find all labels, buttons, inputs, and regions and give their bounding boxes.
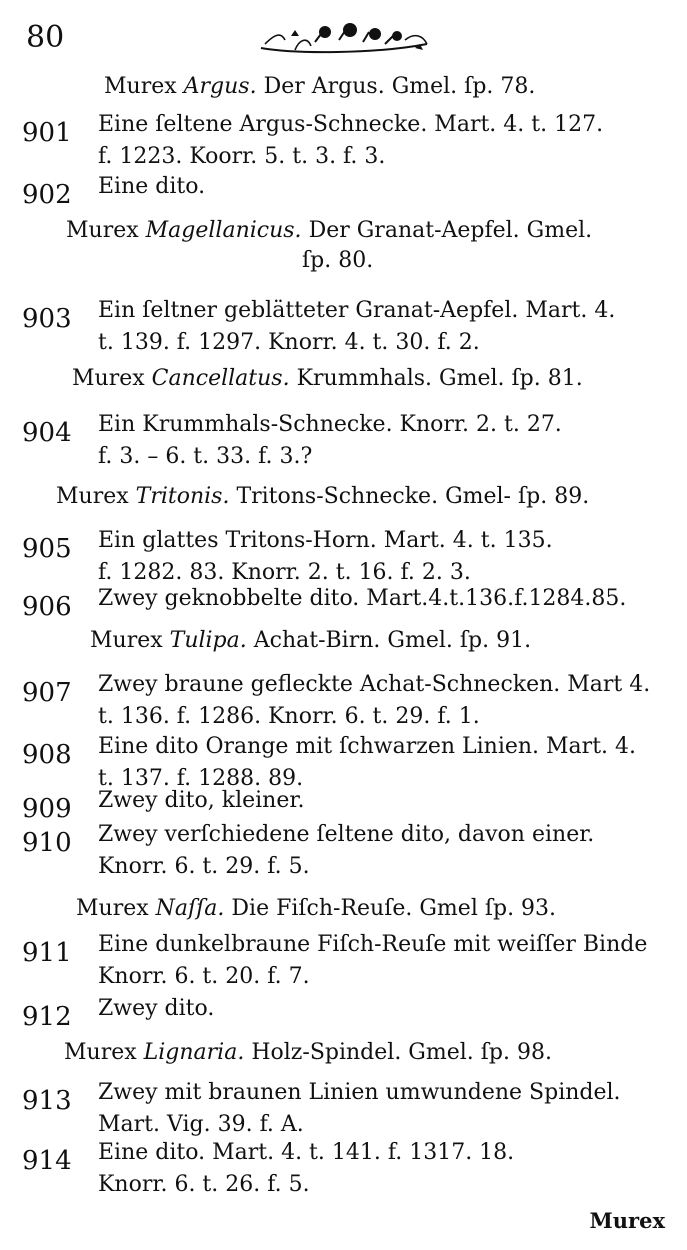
entry-text-line: Eine ſeltene Argus-Schnecke. Mart. 4. t. 127.: [98, 112, 604, 137]
entry-number: 904: [22, 418, 72, 448]
species-heading: [76, 896, 556, 921]
genus-name: Murex: [72, 366, 145, 391]
species-name: Tulipa.: [169, 628, 247, 653]
species-heading: [104, 74, 535, 99]
heading-description: Krummhals. Gmel. ſp. 81.: [296, 366, 583, 391]
entry-text-line: Eine dito Orange mit ſchwarzen Linien. Mart. 4.: [98, 734, 637, 759]
entry-number: 901: [22, 118, 72, 148]
entry-text-line: Eine dito.: [98, 174, 206, 199]
catalog-entry: [22, 174, 672, 212]
entry-number: 913: [22, 1086, 72, 1116]
species-heading: [72, 366, 583, 391]
genus-name: Murex: [56, 484, 129, 509]
entry-text-line: Ein glattes Tritons-Horn. Mart. 4. t. 135.: [98, 528, 553, 553]
entry-text-line: t. 136. f. 1286. Knorr. 6. t. 29. f. 1.: [98, 704, 480, 729]
entry-text-line: Mart. Vig. 39. f. A.: [98, 1112, 304, 1137]
heading-continuation: ſp. 80.: [302, 248, 374, 273]
genus-name: Murex: [90, 628, 163, 653]
entry-number: 903: [22, 304, 72, 334]
entry-text-line: Zwey verſchiedene ſeltene dito, davon einer.: [98, 822, 595, 847]
catalog-entry: [22, 298, 672, 368]
floral-vignette: [255, 14, 435, 58]
heading-description: Holz-Spindel. Gmel. ſp. 98.: [251, 1040, 552, 1065]
species-heading: [66, 218, 592, 243]
entry-text-line: Eine dito. Mart. 4. t. 141. f. 1317. 18.: [98, 1140, 515, 1165]
species-heading: [56, 484, 589, 509]
entry-number: 914: [22, 1146, 72, 1176]
entry-number: 912: [22, 1002, 72, 1032]
entry-text-line: Knorr. 6. t. 20. f. 7.: [98, 964, 310, 989]
entry-text-line: Ein Krummhals-Schnecke. Knorr. 2. t. 27.: [98, 412, 562, 437]
entry-text-line: Eine dunkelbraune Fiſch-Reuſe mit weiſſer Binde: [98, 932, 648, 957]
catalog-entry: [22, 822, 672, 892]
species-name: Cancellatus.: [151, 366, 290, 391]
species-name: Lignaria.: [143, 1040, 245, 1065]
catalog-entry: [22, 1140, 672, 1210]
entry-text-line: Ein ſeltner geblätteter Granat-Aepfel. Mart. 4.: [98, 298, 616, 323]
heading-description: Der Argus. Gmel. ſp. 78.: [263, 74, 536, 99]
entry-text-line: Zwey geknobbelte dito. Mart.4.t.136.f.1284.85.: [98, 586, 627, 611]
genus-name: Murex: [66, 218, 139, 243]
entry-text-line: f. 1223. Koorr. 5. t. 3. f. 3.: [98, 144, 386, 169]
heading-description: Der Granat-Aepfel. Gmel.: [308, 218, 593, 243]
entry-text-line: Knorr. 6. t. 26. f. 5.: [98, 1172, 310, 1197]
genus-name: Murex: [104, 74, 177, 99]
entry-number: 909: [22, 794, 72, 824]
species-heading: [64, 1040, 552, 1065]
catalog-entry: [22, 932, 672, 1002]
entry-number: 908: [22, 740, 72, 770]
catalog-entry: [22, 788, 672, 826]
species-name: Naſſa.: [155, 896, 225, 921]
entry-text-line: Zwey dito.: [98, 996, 215, 1021]
catalog-entry: [22, 412, 672, 482]
genus-name: Murex: [64, 1040, 137, 1065]
entry-number: 910: [22, 828, 72, 858]
catalog-entry: [22, 586, 672, 624]
entry-text-line: Zwey braune gefleckte Achat-Schnecken. Mart 4.: [98, 672, 651, 697]
species-name: Magellanicus.: [145, 218, 302, 243]
entry-text-line: Zwey mit braunen Linien umwundene Spindel.: [98, 1080, 621, 1105]
heading-description: Die Fiſch-Reuſe. Gmel ſp. 93.: [231, 896, 557, 921]
genus-name: Murex: [76, 896, 149, 921]
entry-number: 907: [22, 678, 72, 708]
entry-number: 905: [22, 534, 72, 564]
entry-text-line: f. 3. – 6. t. 33. f. 3.?: [98, 444, 313, 469]
page-number: 80: [26, 20, 65, 55]
entry-text-line: t. 137. f. 1288. 89.: [98, 766, 304, 791]
heading-description: Achat-Birn. Gmel. ſp. 91.: [253, 628, 532, 653]
entry-text-line: t. 139. f. 1297. Knorr. 4. t. 30. f. 2.: [98, 330, 480, 355]
catchword: Murex: [589, 1208, 665, 1233]
catalog-entry: [22, 672, 672, 742]
entry-text-line: f. 1282. 83. Knorr. 2. t. 16. f. 2. 3.: [98, 560, 471, 585]
entry-number: 911: [22, 938, 72, 968]
entry-number: 902: [22, 180, 72, 210]
species-name: Argus.: [183, 74, 257, 99]
heading-description: Tritons-Schnecke. Gmel- ſp. 89.: [236, 484, 590, 509]
entry-text-line: Zwey dito, kleiner.: [98, 788, 305, 813]
catalog-entry: [22, 996, 672, 1034]
species-name: Tritonis.: [135, 484, 230, 509]
species-heading: [90, 628, 531, 653]
entry-text-line: Knorr. 6. t. 29. f. 5.: [98, 854, 310, 879]
entry-number: 906: [22, 592, 72, 622]
catalog-entry: [22, 112, 672, 182]
